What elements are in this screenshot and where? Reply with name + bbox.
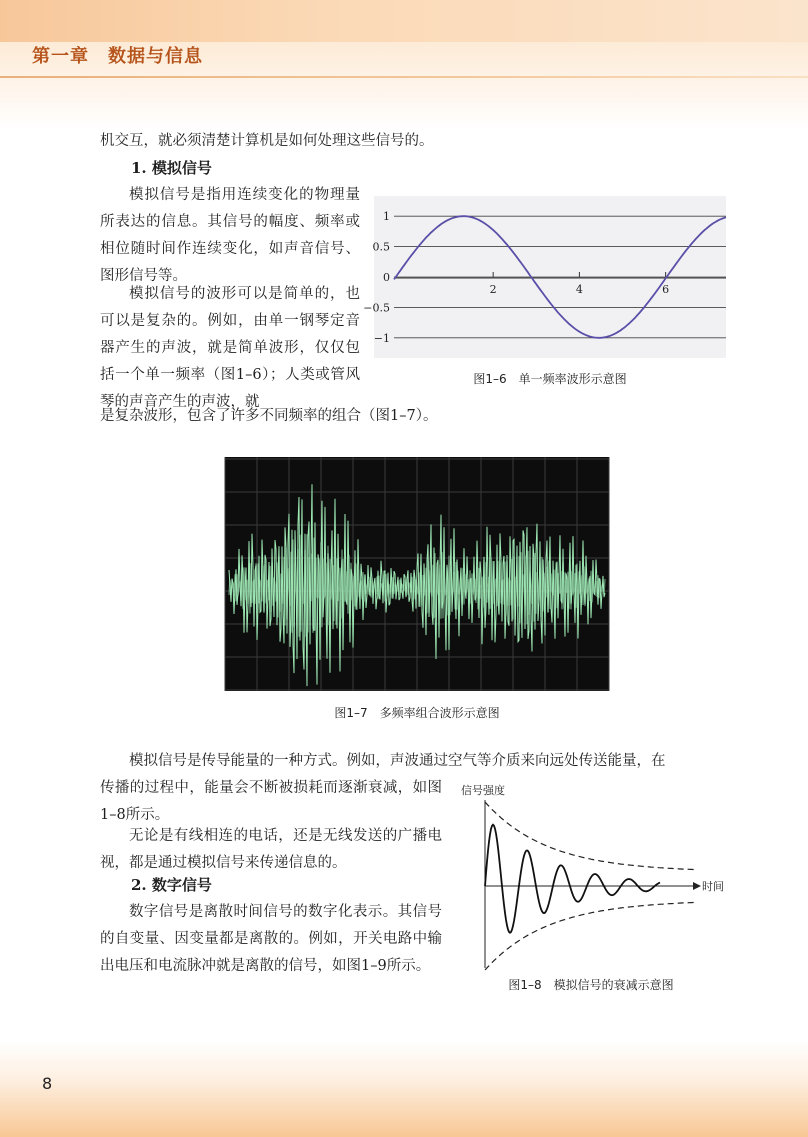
decay-diagram xyxy=(455,782,727,968)
figure-1-7 xyxy=(225,457,609,691)
sine-wave-chart xyxy=(363,196,726,358)
decaying-wave-line xyxy=(485,825,660,933)
section-heading-digital: 2. 数字信号 xyxy=(131,876,212,894)
y-tick-label: −1 xyxy=(373,331,390,345)
paragraph-digital-definition: 数字信号是离散时间信号的数字化表示。其信号的自变量、因变量都是离散的。例如，开关电路中输出电压和电流脉冲就是离散的信号，如图1–9所示。 xyxy=(100,904,442,974)
x-axis-label: 时间 xyxy=(702,880,724,893)
paragraph-intro: 机交互，就必须清楚计算机是如何处理这些信号的。 xyxy=(100,133,434,149)
figure-1-6-caption: 图1–6 单一频率波形示意图 xyxy=(473,372,627,386)
y-axis-label: 信号强度 xyxy=(461,784,505,797)
figure-1-8 xyxy=(455,782,727,968)
y-tick-label: 0 xyxy=(383,271,390,284)
x-tick-label: 4 xyxy=(575,283,583,296)
lower-envelope xyxy=(485,902,695,970)
paragraph-analog-definition: 模拟信号是指用连续变化的物理量所表达的信息。其信号的幅度、频率或相位随时间作连续变化，如声音信号、图形信号等。 xyxy=(100,187,360,284)
figure-1-8-caption: 图1–8 模拟信号的衰减示意图 xyxy=(508,978,674,992)
paragraph-energy: 传播的过程中，能量会不断被损耗而逐渐衰减，如图1–8所示。 xyxy=(100,780,442,823)
chapter-title: 第一章 数据与信息 xyxy=(32,46,203,67)
x-tick-label: 2 xyxy=(489,283,497,296)
multi-frequency-waveform xyxy=(225,457,609,691)
paragraph-waveform: 模拟信号的波形可以是简单的，也可以是复杂的。例如，由单一钢琴定音器产生的声波，就是简单波形，仅仅包括一个单一频率（图1–6）；人类或管风琴的声音产生的声波，就 xyxy=(100,286,360,410)
x-axis-arrow-icon xyxy=(693,882,701,890)
paragraph-telecom: 无论是有线相连的电话，还是无线发送的广播电视，都是通过模拟信号来传递信息的。 xyxy=(100,828,442,871)
paragraph-energy-line1: 模拟信号是传导能量的一种方式。例如，声波通过空气等介质来向远处传送能量，在 xyxy=(129,753,666,769)
y-tick-label: 0.5 xyxy=(372,240,390,254)
footer-band xyxy=(0,1040,808,1137)
figure-1-7-caption: 图1–7 多频率组合波形示意图 xyxy=(334,706,500,720)
paragraph-waveform-cont: 是复杂波形，包含了许多不同频率的组合（图1–7）。 xyxy=(100,408,438,424)
figure-1-6 xyxy=(363,196,726,358)
page-number: 8 xyxy=(42,1074,53,1093)
x-tick-label: 6 xyxy=(662,283,670,296)
section-heading-analog: 1. 模拟信号 xyxy=(131,159,212,177)
upper-envelope xyxy=(485,802,695,870)
header-divider xyxy=(0,76,808,78)
y-tick-label: 1 xyxy=(383,210,390,224)
y-tick-label: −0.5 xyxy=(363,301,390,315)
